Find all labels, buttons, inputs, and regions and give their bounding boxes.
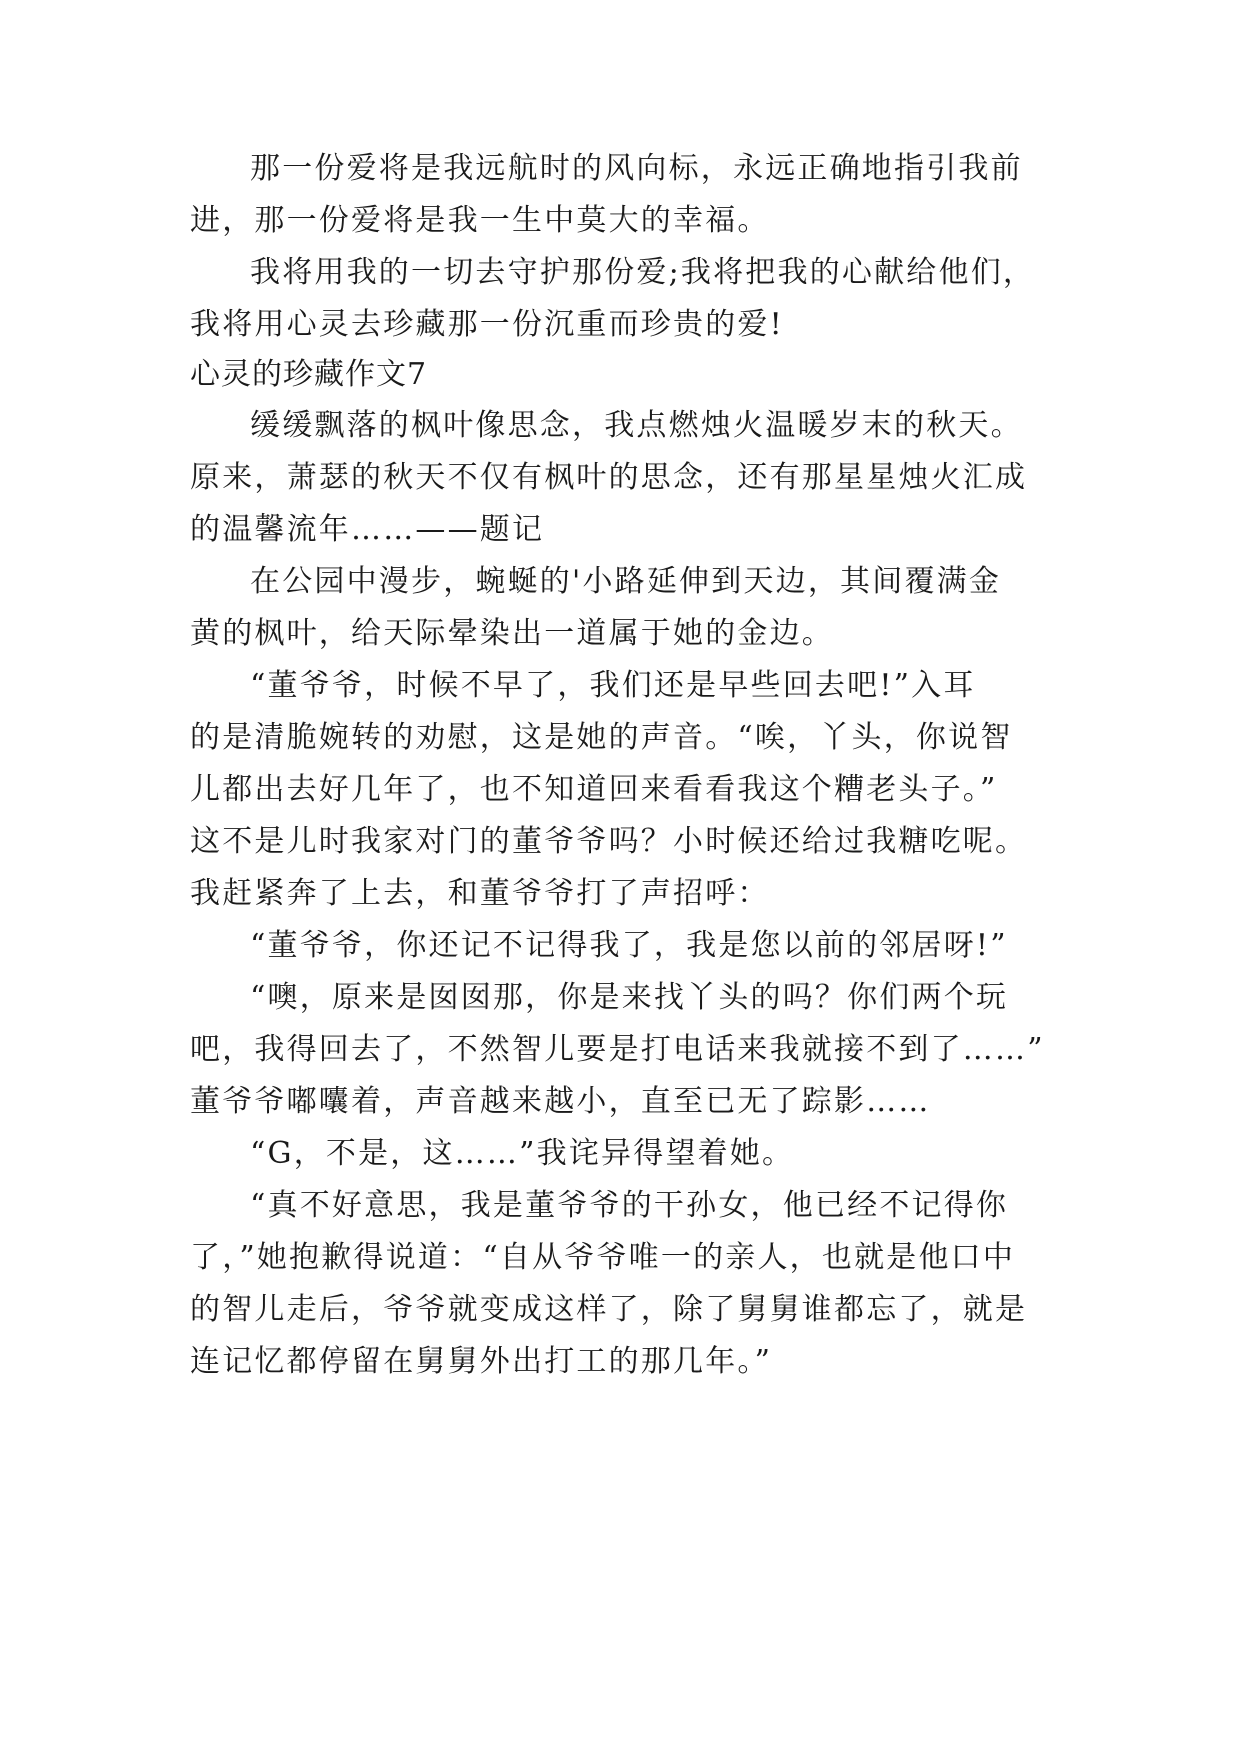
paragraph-line: 儿都出去好几年了，也不知道回来看看我这个糟老头子。” — [190, 772, 998, 807]
paragraph-line: 进，那一份爱将是我一生中莫大的幸福。 — [190, 203, 770, 238]
paragraph-line: 的是清脆婉转的劝慰，这是她的声音。“唉，丫头，你说智 — [190, 720, 1013, 755]
paragraph-line: 我将用心灵去珍藏那一份沉重而珍贵的爱! — [190, 307, 784, 342]
paragraph-line: “真不好意思，我是董爷爷的干孙女，他已经不记得你 — [250, 1188, 1009, 1223]
paragraph-line: “董爷爷，时候不早了，我们还是早些回去吧!”入耳 — [250, 668, 976, 703]
paragraph-line: 我将用我的一切去守护那份爱;我将把我的心献给他们， — [250, 255, 1036, 290]
paragraph-line: 的温馨流年……——题记 — [190, 512, 545, 547]
paragraph-line: 我赶紧奔了上去，和董爷爷打了声招呼： — [190, 876, 770, 911]
paragraph-line: 这不是儿时我家对门的董爷爷吗？小时候还给过我糖吃呢。 — [190, 824, 1028, 859]
paragraph-line: 那一份爱将是我远航时的风向标，永远正确地指引我前 — [250, 151, 1023, 186]
section-heading: 心灵的珍藏作文7 — [190, 357, 428, 392]
paragraph-line: 缓缓飘落的枫叶像思念，我点燃烛火温暖岁末的秋天。 — [250, 408, 1023, 443]
paragraph-line: “董爷爷，你还记不记得我了，我是您以前的邻居呀!” — [250, 928, 1008, 963]
paragraph-line: 在公园中漫步，蜿蜒的'小路延伸到天边，其间覆满金 — [250, 564, 1002, 599]
paragraph-line: 董爷爷嘟囔着，声音越来越小，直至已无了踪影…… — [190, 1084, 931, 1119]
paragraph-line: 吧，我得回去了，不然智儿要是打电话来我就接不到了……” — [190, 1032, 1045, 1067]
paragraph-line: 原来，萧瑟的秋天不仅有枫叶的思念，还有那星星烛火汇成 — [190, 460, 1028, 495]
paragraph-line: 了，”她抱歉得说道：“自从爷爷唯一的亲人，也就是他口中 — [190, 1240, 1016, 1275]
paragraph-line: 黄的枫叶，给天际晕染出一道属于她的金边。 — [190, 616, 834, 651]
paragraph-line: “G，不是，这……”我诧异得望着她。 — [250, 1136, 795, 1171]
paragraph-line: “噢，原来是囡囡那，你是来找丫头的吗？你们两个玩 — [250, 980, 1009, 1015]
paragraph-line: 连记忆都停留在舅舅外出打工的那几年。” — [190, 1344, 773, 1379]
paragraph-line: 的智儿走后，爷爷就变成这样了，除了舅舅谁都忘了，就是 — [190, 1292, 1028, 1327]
